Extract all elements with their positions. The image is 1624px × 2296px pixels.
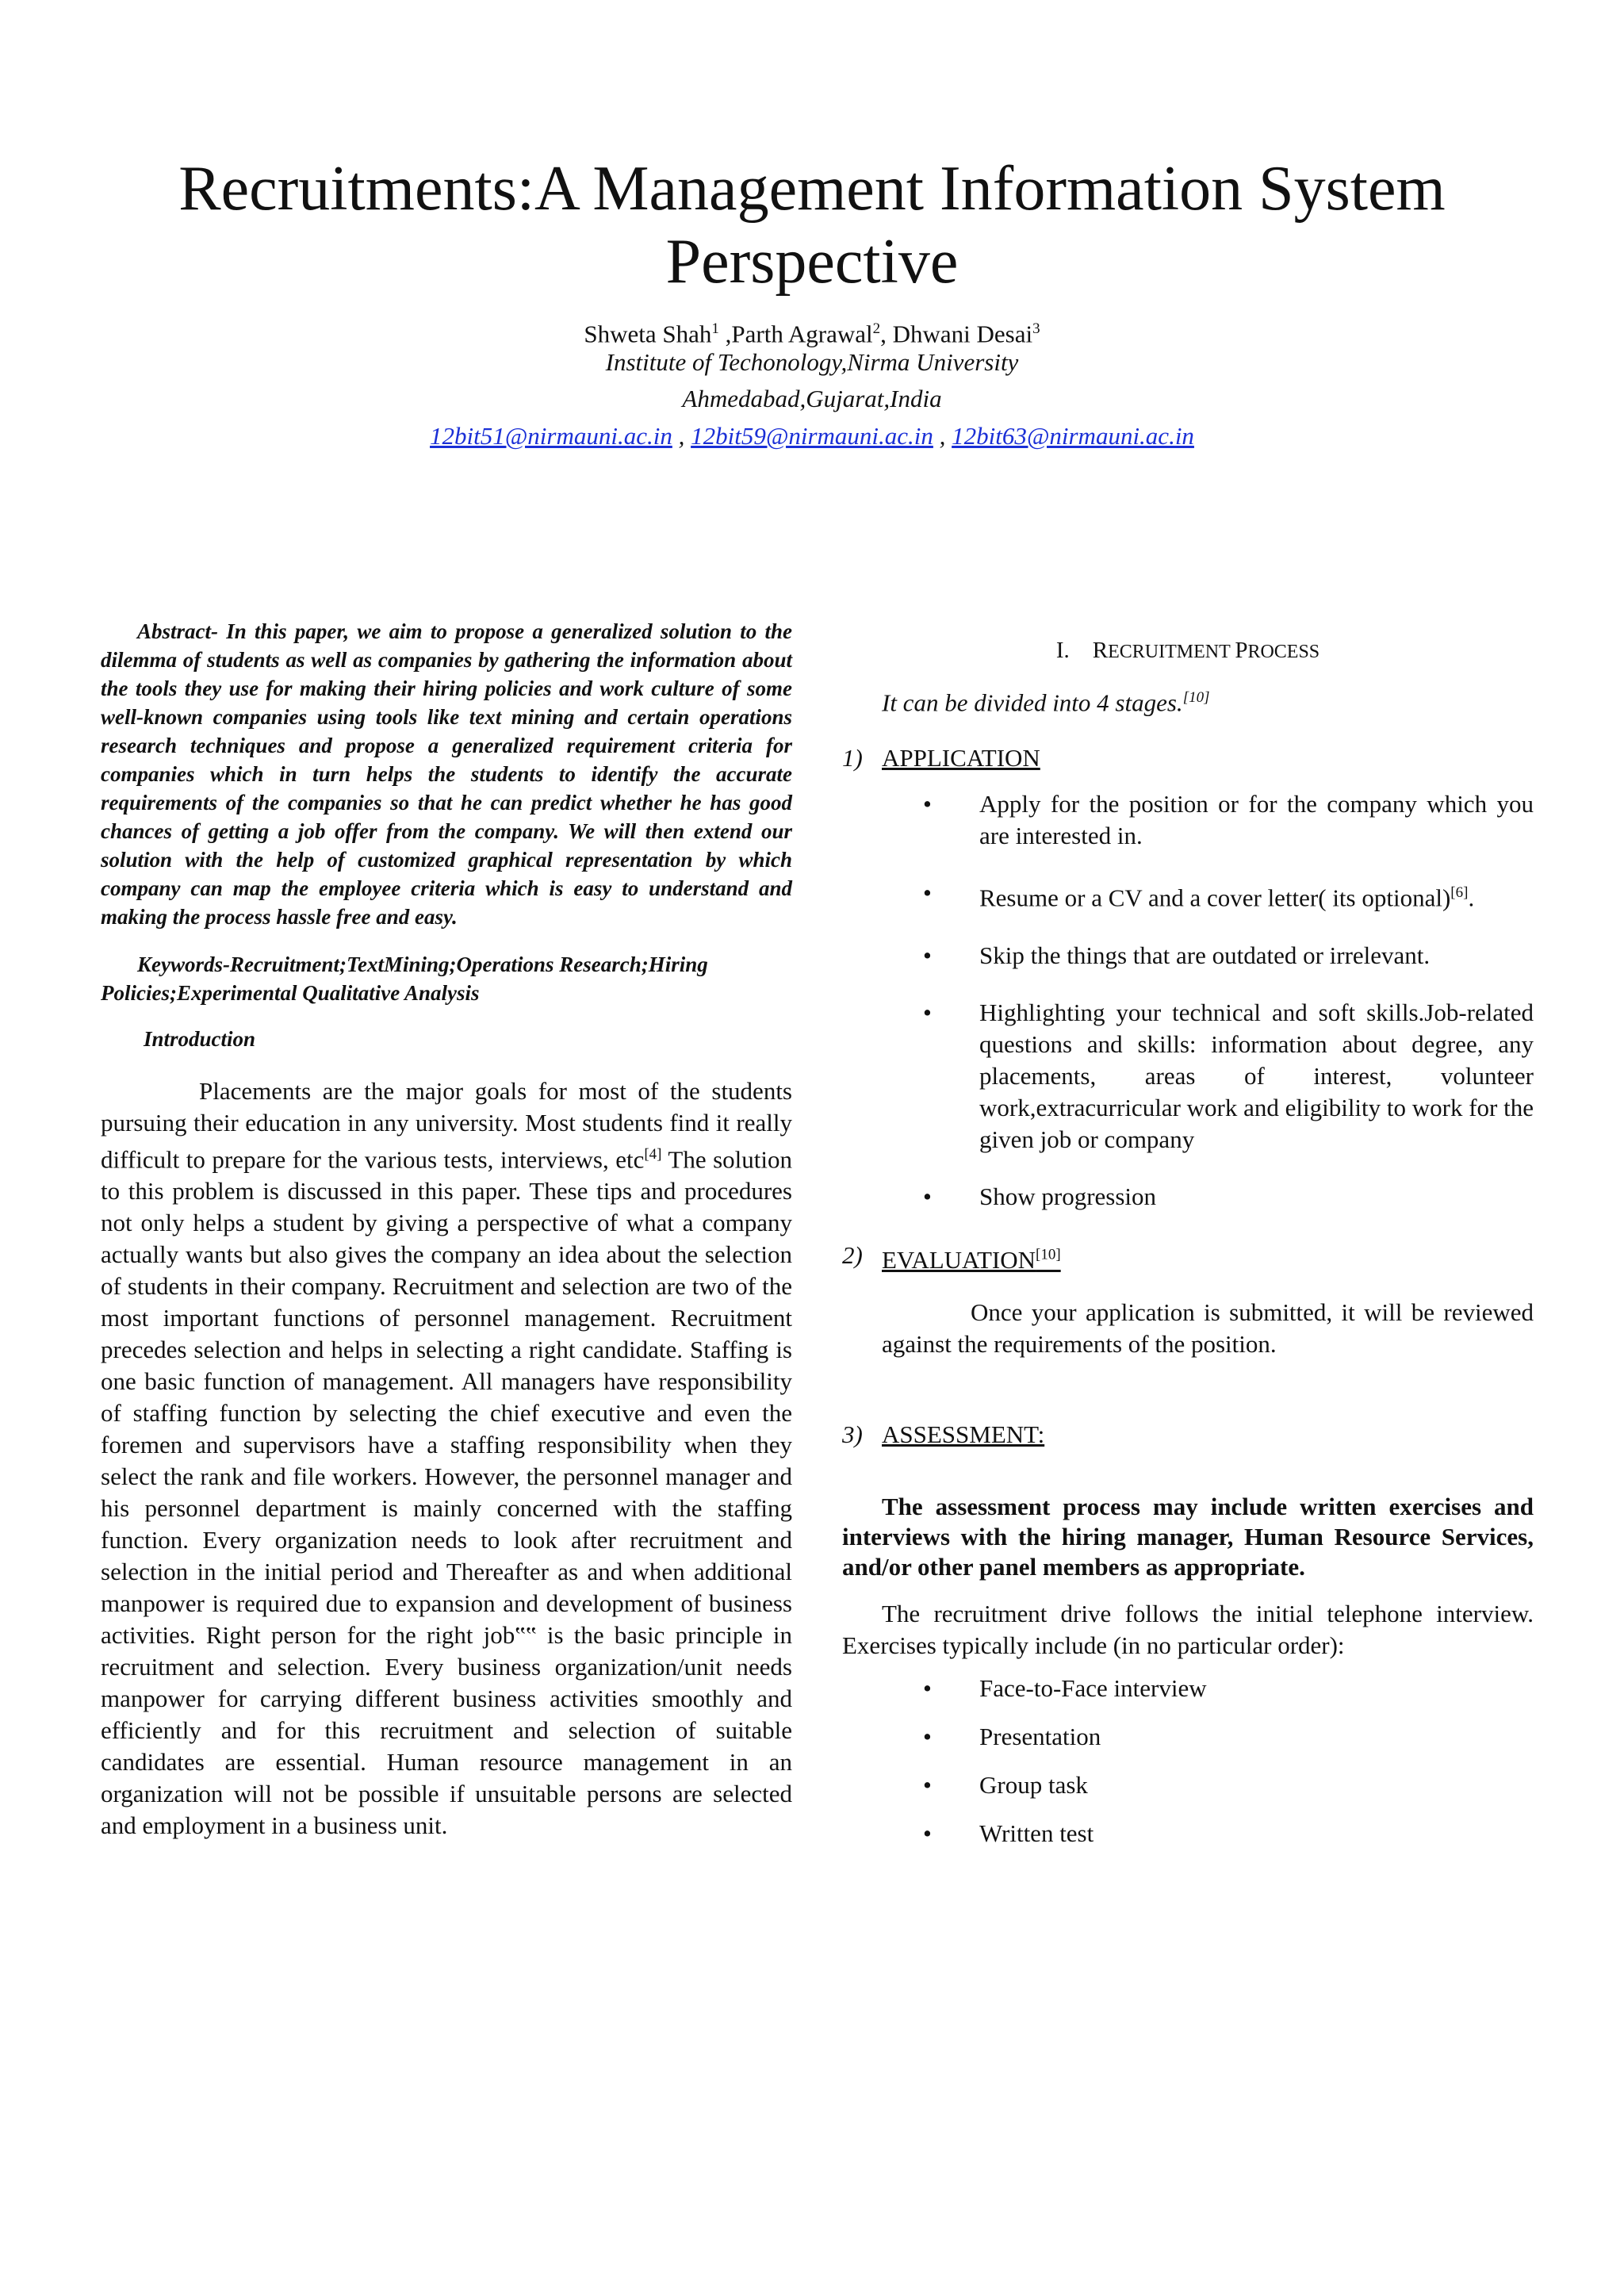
section-heading [842, 634, 1534, 668]
bullet-item [842, 1673, 1534, 1704]
email-link[interactable]: 12bit59@nirmauni.ac.in [691, 422, 933, 450]
bullet-text: Resume or a CV and a cover letter( its optional) [979, 884, 1451, 912]
stage-label: ASSESSMENT: [882, 1420, 1045, 1448]
intro-text-part: Placements are the major goals for most of the students pursuing their education in any university. Most students find it really difficult to prepare for the various tests, interviews, etc [101, 1077, 792, 1174]
email-link[interactable]: 12bit63@nirmauni.ac.in [952, 422, 1194, 450]
email-link[interactable]: 12bit51@nirmauni.ac.in [430, 422, 672, 450]
keywords: Keywords-Recruitment;TextMining;Operations Research;Hiring Policies;Experimental Qualitative Analysis [101, 953, 708, 1005]
email-separator: , [672, 422, 691, 450]
section-title-cap: R [1092, 638, 1109, 663]
section-title-rest: ROCESS [1247, 642, 1320, 662]
stage-assessment [842, 1419, 1534, 1451]
bullet-text-after: . [1468, 884, 1475, 912]
right-column [842, 634, 1534, 1866]
stage-evaluation [842, 1240, 1534, 1276]
application-bullet-list [842, 788, 1534, 1212]
stage-number: 3) [842, 1420, 863, 1448]
paper-title: Recruitments:A Management Information System Perspective [178, 154, 1446, 297]
section-numeral: I. [1055, 638, 1070, 663]
bullet-item [842, 940, 1534, 972]
stage-label: APPLICATION [882, 744, 1040, 772]
bullet-text: Skip the things that are outdated or irrelevant. [979, 941, 1431, 969]
introduction-paragraph [101, 1075, 792, 1842]
bullet-text: Show progression [979, 1182, 1157, 1210]
author-name: Shweta Shah [584, 320, 712, 348]
bullet-item [842, 997, 1534, 1156]
left-column [101, 617, 792, 1842]
bullet-item [842, 1181, 1534, 1213]
stage-application [842, 742, 1534, 774]
introduction-heading: Introduction [144, 1027, 256, 1051]
email-line [0, 420, 1624, 452]
assessment-bold-paragraph: The assessment process may include written exercises and interviews with the hiring manager, Human Resource Services, and/or other panel members as appropriate. [842, 1492, 1534, 1581]
bullet-item [842, 788, 1534, 852]
stage-number: 2) [842, 1240, 863, 1269]
bullet-item [842, 1721, 1534, 1753]
affiliation-location: Ahmedabad,Gujarat,India [682, 385, 942, 412]
stage-label [882, 1246, 1061, 1274]
author-affil-mark: 2 [872, 320, 881, 337]
email-separator: , [933, 422, 952, 450]
citation-ref: [4] [644, 1146, 662, 1163]
bullet-text: Presentation [979, 1722, 1101, 1750]
bullet-item [842, 1769, 1534, 1801]
section-intro-text: It can be divided into 4 stages. [882, 688, 1183, 717]
section-title-cap: P [1235, 638, 1248, 663]
bullet-text: Face-to-Face interview [979, 1673, 1207, 1702]
author-affil-mark: 3 [1032, 320, 1040, 337]
author-name: ,Parth Agrawal [718, 320, 873, 348]
citation-ref: [6] [1450, 884, 1469, 902]
assessment-bullet-list [842, 1673, 1534, 1849]
bullet-text: Group task [979, 1770, 1088, 1799]
bullet-text: Written test [979, 1819, 1094, 1847]
bullet-item [842, 1818, 1534, 1849]
abstract: Abstract- In this paper, we aim to propose a generalized solution to the dilemma of students as well as companies by gathering the information about the tools they use for making their hiring policies and work culture of some well-known companies using tools like text mining and certain operations research techniques and propose a generalized requirement criteria for companies which in turn helps the students to identify the accurate requirements of the companies so that he can predict whether he has good chances of getting a job offer from the company. We will then extend our solution with the help of customized graphical representation by which company can map the employee criteria which is easy to understand and making the process hassle free and easy. [101, 619, 792, 929]
assessment-paragraph: The recruitment drive follows the initial telephone interview. Exercises typically include (in no particular order): [842, 1599, 1534, 1659]
citation-ref: [10] [1036, 1246, 1061, 1263]
bullet-text: Apply for the position or for the company which you are interested in. [979, 790, 1534, 850]
section-intro [882, 682, 1534, 719]
affiliation-institute: Institute of Techonology,Nirma University [605, 348, 1019, 376]
author-name: , Dhwani Desai [880, 320, 1033, 348]
author-line [0, 313, 1624, 350]
citation-ref: [10] [1182, 689, 1210, 706]
intro-text-part: The solution to this problem is discussed in this paper. These tips and procedures not only helps a student by giving a perspective of what a company actually wants but also gives the company an idea about the selection of students in their company. Recruitment and selection are two of the most important functions of personnel management. Recruitment precedes selection and helps in selecting a right candidate. Staffing is one basic function of management. All managers have responsibility of staffing function by selecting the chief executive and even the foremen and supervisors have a staffing responsibility when they select the rank and file workers. However, the personnel manager and his personnel department is mainly concerned with the staffing function. Every organization needs to look after recruitment and selection in the initial period and Thereafter as and when additional manpower is required due to expansion and development of business activities. Right person for the right job‟‟ is the basic principle in recruitment and selection. Every business organization/unit needs manpower for carrying different business activities smoothly and efficiently and for this recruitment and selection of suitable candidates are essential. Human resource management in an organization will not be possible if unsuitable persons are selected and employment in a business unit. [101, 1145, 792, 1840]
author-affil-mark: 1 [711, 320, 719, 337]
section-title-rest: ECRUITMENT [1108, 642, 1235, 662]
stage-number: 1) [842, 744, 863, 772]
evaluation-paragraph: Once your application is submitted, it will be reviewed against the requirements of the position. [882, 1297, 1534, 1358]
bullet-text: Highlighting your technical and soft skills.Job-related questions and skills: information about degree, any placements, areas of interest, volunteer work,extracurricular work and eligibility to work for the given job or company [979, 998, 1534, 1153]
stage-label-text: EVALUATION [882, 1245, 1036, 1274]
bullet-item [842, 877, 1534, 914]
